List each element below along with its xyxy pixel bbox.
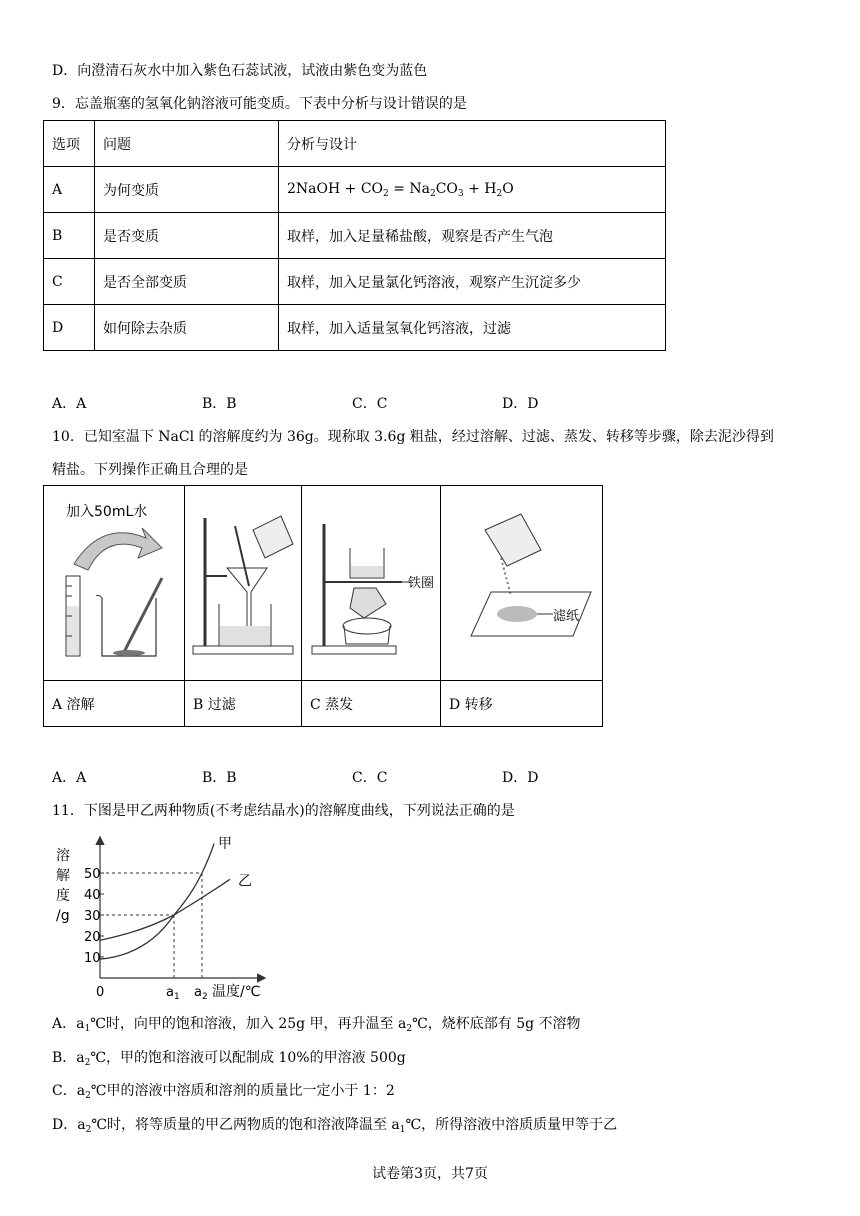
y-tick-label: 20 — [84, 930, 101, 945]
q8-option-d: D．向澄清石灰水中加入紫色石蕊试液，试液由紫色变为蓝色 — [52, 63, 428, 79]
pouring-beaker-icon — [253, 516, 293, 558]
alcohol-lamp-icon — [343, 618, 391, 634]
salt-crystals-icon — [497, 606, 537, 622]
caption-filter: B 过滤 — [185, 681, 302, 727]
x-tick-label: $a_2$ — [194, 985, 208, 1002]
figure-cell-transfer — [441, 486, 603, 681]
caption-transfer: D 转移 — [441, 681, 603, 727]
y-tick-label: 50 — [84, 867, 101, 882]
q9-stem: 9．忘盖瓶塞的氢氧化钠溶液可能变质。下表中分析与设计错误的是 — [52, 96, 467, 112]
table-row — [44, 213, 666, 259]
chemical-equation: 2NaOH + $CO_2 = Na_2CO_3 + H_2O$ — [287, 180, 514, 199]
q11-option-b[interactable]: B．$a_2℃$，甲的饱和溶液可以配制成 10%的甲溶液 500g — [52, 1050, 406, 1068]
y-tick-label: 40 — [84, 888, 101, 903]
caption-row — [44, 681, 603, 727]
evaporate-illustration — [302, 486, 440, 676]
x-tick-label: 0 — [96, 985, 105, 1000]
dissolve-illustration — [44, 486, 184, 676]
q11-option-d[interactable]: D．$a_2℃$时，将等质量的甲乙两物质的饱和溶液降温至 $a_1℃$，所得溶液中溶质质量甲等于乙 — [52, 1117, 618, 1135]
table-header-row — [44, 121, 666, 167]
q11-option-a[interactable]: A．$a_1℃$时，向甲的饱和溶液，加入 25g 甲，再升温至 $a_2℃$，烧杯底部有 5g 不溶物 — [52, 1016, 581, 1034]
figure-row — [44, 486, 603, 681]
table-cell-question: 为何变质 — [95, 167, 279, 213]
table-cell-analysis: 取样，加入适量氢氧化钙溶液，过滤 — [279, 305, 666, 351]
table-cell-question: 如何除去杂质 — [95, 305, 279, 351]
q10-choice-d[interactable]: D．D — [502, 770, 539, 786]
caption-evaporate: C 蒸发 — [302, 681, 441, 727]
table-cell-option: B — [44, 213, 95, 259]
figure-cell-dissolve — [44, 486, 185, 681]
q10-choice-c[interactable]: C．C — [352, 770, 388, 786]
x-axis-label: 温度/℃ — [212, 984, 261, 1000]
evaporating-dish-icon — [485, 514, 541, 566]
table-row — [44, 259, 666, 305]
add-water-label: 加入50mL水 — [66, 504, 148, 520]
q9-choice-c[interactable]: C．C — [352, 396, 388, 412]
q11-option-c[interactable]: C．$a_2℃$甲的溶液中溶质和溶剂的质量比一定小于 1：2 — [52, 1083, 395, 1101]
q11-stem: 11．下图是甲乙两种物质(不考虑结晶水)的溶解度曲线，下列说法正确的是 — [52, 803, 515, 819]
q10-stem-line1: 10．已知室温下 NaCl 的溶解度约为 36g。现称取 3.6g 粗盐，经过溶解、过滤、蒸发、转移等步骤，除去泥沙得到 — [52, 429, 774, 445]
table-cell-question: 是否变质 — [95, 213, 279, 259]
filter-paper-label: 滤纸 — [553, 609, 580, 624]
figure-cell-filter — [185, 486, 302, 681]
iron-ring-label: 铁圈 — [408, 576, 435, 591]
q9-table — [43, 120, 666, 351]
transfer-illustration — [441, 486, 601, 676]
table-header-cell: 选项 — [44, 121, 95, 167]
table-header-cell: 分析与设计 — [279, 121, 666, 167]
table-row — [44, 305, 666, 351]
y-axis-label-char: 度 — [56, 888, 70, 904]
q9-choice-b[interactable]: B．B — [202, 396, 237, 412]
solubility-chart — [52, 832, 272, 1004]
table-cell-option: C — [44, 259, 95, 305]
stand-base-icon — [193, 646, 293, 654]
q10-figure-table — [43, 485, 603, 727]
q10-choice-a[interactable]: A．A — [52, 770, 87, 786]
sediment-icon — [113, 650, 145, 656]
y-tick-label: 10 — [84, 951, 101, 966]
series-line-yi — [100, 879, 230, 940]
table-cell-analysis — [279, 167, 666, 213]
q10-choice-b[interactable]: B．B — [202, 770, 237, 786]
figure-cell-evaporate — [302, 486, 441, 681]
q9-choice-d[interactable]: D．D — [502, 396, 539, 412]
y-axis-label-char: 解 — [56, 868, 70, 884]
table-cell-analysis: 取样，加入足量稀盐酸，观察是否产生气泡 — [279, 213, 666, 259]
series-label-jia: 甲 — [218, 835, 232, 852]
stand-base-icon — [312, 646, 396, 654]
q10-stem-line2: 精盐。下列操作正确且合理的是 — [52, 462, 248, 478]
y-axis-label-char: 溶 — [56, 848, 70, 864]
y-axis-label-char: /g — [56, 908, 70, 924]
table-cell-question: 是否全部变质 — [95, 259, 279, 305]
y-tick-label: 30 — [84, 909, 101, 924]
table-header-cell: 问题 — [95, 121, 279, 167]
page-footer: 试卷第3页，共7页 — [372, 1166, 488, 1182]
table-cell-analysis: 取样，加入足量氯化钙溶液，观察产生沉淀多少 — [279, 259, 666, 305]
table-cell-option: D — [44, 305, 95, 351]
filter-illustration — [185, 486, 301, 676]
curved-arrow-icon — [74, 528, 162, 570]
table-row — [44, 167, 666, 213]
x-tick-label: $a_1$ — [166, 985, 180, 1002]
flame-icon — [350, 588, 386, 618]
table-cell-option: A — [44, 167, 95, 213]
caption-dissolve: A 溶解 — [44, 681, 185, 727]
series-label-yi: 乙 — [238, 873, 252, 890]
q9-choice-a[interactable]: A．A — [52, 396, 87, 412]
